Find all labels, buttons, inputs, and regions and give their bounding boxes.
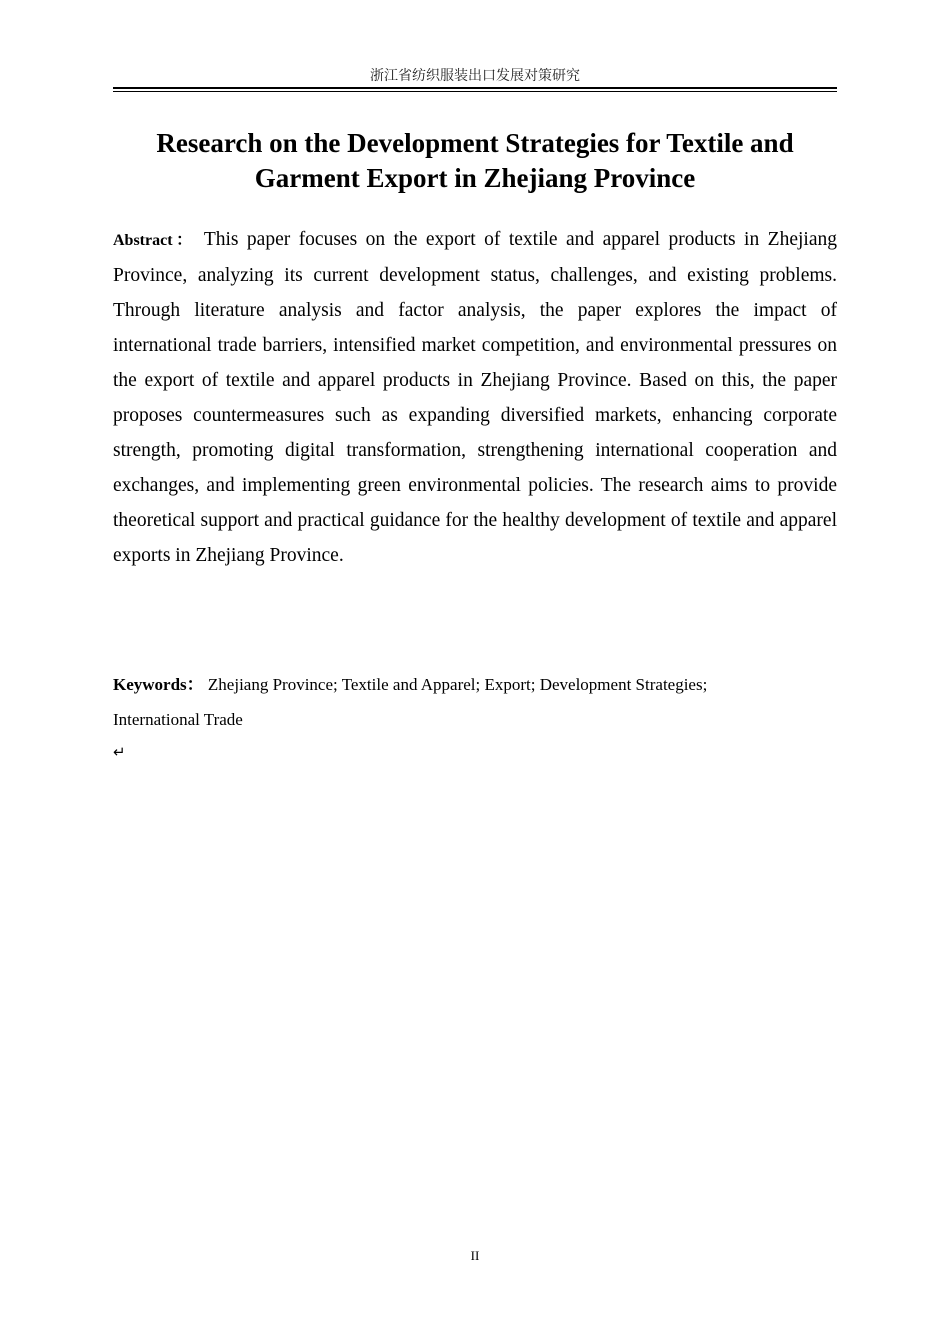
header-rule: [113, 87, 837, 92]
keywords-line-1: Zhejiang Province; Textile and Apparel; Export; Development Strategies;: [207, 675, 708, 694]
paper-title: [113, 126, 837, 196]
abstract-paragraph: [113, 222, 837, 573]
page-number: II: [470, 1248, 480, 1263]
keywords-label: Keywords：: [113, 675, 204, 694]
paragraph-return-mark: ↵: [113, 743, 126, 761]
abstract-text: This paper focuses on the export of textile and apparel products in Zhejiang Province, analyzing its current development status, challenges, and existing problems. Through literature analysis and factor analysis, the paper explores the impact of international trade barriers, intensified market competition, and environmental pressures on the export of textile and apparel products in Zhejiang Province. Based on this, the paper proposes countermeasures such as expanding diversified markets, enhancing corporate strength, promoting digital transformation, strengthening international cooperation and exchanges, and implementing green environmental policies. The research aims to provide theoretical support and practical guidance for the healthy development of textile and apparel exports in Zhejiang Province.: [113, 229, 837, 566]
paper-title-line-1: Research on the Development Strategies for Textile and: [156, 128, 794, 158]
abstract-label: Abstract：: [113, 232, 196, 249]
keywords-line-2: International Trade: [113, 710, 243, 729]
paper-title-line-2: Garment Export in Zhejiang Province: [254, 163, 696, 193]
keywords-paragraph: [113, 667, 837, 737]
running-header: 浙江省纺织服装出口发展对策研究: [370, 68, 580, 84]
